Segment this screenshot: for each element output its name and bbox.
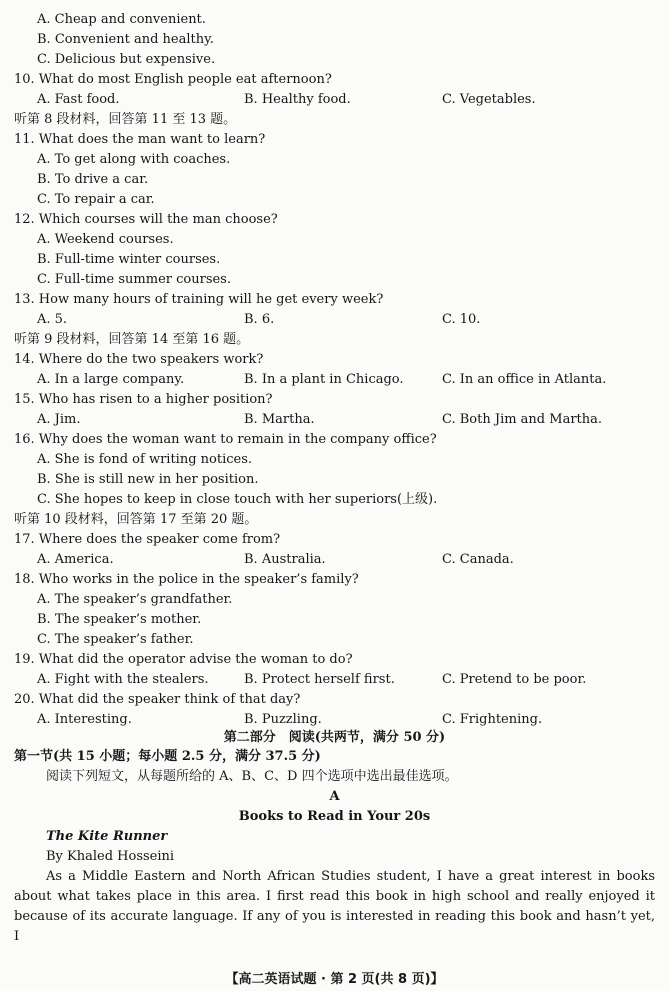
q10-option-b: B. Healthy food. [244, 92, 351, 107]
reading-instructions: 阅读下列短文，从每题所给的 A、B、C、D 四个选项中选出最佳选项。 [46, 769, 458, 784]
q16-option-b: B. She is still new in her position. [37, 472, 259, 487]
q11-option-b: B. To drive a car. [37, 172, 149, 187]
question-20: 20. What did the speaker think of that day? [14, 692, 301, 707]
q19-option-a: A. Fight with the stealers. [37, 672, 209, 687]
q13-option-c: C. 10. [442, 312, 481, 327]
q12-option-a: A. Weekend courses. [37, 232, 174, 247]
paragraph-line: As a Middle Eastern and North African Studies student, I have a great interest in books [46, 869, 655, 884]
q17-option-a: A. America. [37, 552, 114, 567]
q18-option-c: C. The speaker’s father. [37, 632, 194, 647]
book-author: By Khaled Hosseini [46, 849, 175, 864]
page-footer: 【高二英语试题 · 第 2 页(共 8 页)】 [225, 972, 444, 987]
passage-letter: A [329, 789, 340, 804]
q13-options [0, 310, 669, 330]
q18-option-a: A. The speaker’s grandfather. [37, 592, 233, 607]
question-17: 17. Where does the speaker come from? [14, 532, 281, 547]
passage-paragraph [14, 867, 655, 947]
q12-option-c: C. Full-time summer courses. [37, 272, 231, 287]
question-18: 18. Who works in the police in the speaker’s family? [14, 572, 359, 587]
q13-option-a: A. 5. [37, 312, 68, 327]
section-header-8: 听第 8 段材料，回答第 11 至 13 题。 [14, 112, 237, 127]
q15-option-b: B. Martha. [244, 412, 315, 427]
q10-options [0, 90, 669, 110]
section-header-9: 听第 9 段材料，回答第 14 至第 16 题。 [14, 332, 250, 347]
q19-option-c: C. Pretend to be poor. [442, 672, 587, 687]
q15-options [0, 410, 669, 430]
section-header-10: 听第 10 段材料，回答第 17 至第 20 题。 [14, 512, 258, 527]
q17-option-c: C. Canada. [442, 552, 514, 567]
q17-options [0, 550, 669, 570]
passage-title: Books to Read in Your 20s [238, 809, 431, 824]
paragraph-line: because of its accurate language. If any of you is interested in reading this book and hasn’t yet, I [14, 909, 655, 944]
q10-option-a: A. Fast food. [37, 92, 120, 107]
paragraph-line: about what takes place in this area. I first read this book in high school and really enjoyed it [14, 889, 655, 904]
q15-option-c: C. Both Jim and Martha. [442, 412, 603, 427]
q14-options [0, 370, 669, 390]
q9-option-c: C. Delicious but expensive. [37, 52, 216, 67]
question-14: 14. Where do the two speakers work? [14, 352, 264, 367]
section-one-heading: 第一节(共 15 小题；每小题 2.5 分，满分 37.5 分) [14, 749, 321, 764]
q16-option-a: A. She is fond of writing notices. [37, 452, 253, 467]
q20-options [0, 710, 669, 730]
question-19: 19. What did the operator advise the woman to do? [14, 652, 353, 667]
question-11: 11. What does the man want to learn? [14, 132, 266, 147]
q14-option-c: C. In an office in Atlanta. [442, 372, 607, 387]
q14-option-b: B. In a plant in Chicago. [244, 372, 404, 387]
q13-option-b: B. 6. [244, 312, 275, 327]
q11-option-c: C. To repair a car. [37, 192, 155, 207]
q11-option-a: A. To get along with coaches. [37, 152, 231, 167]
q20-option-c: C. Frightening. [442, 712, 543, 727]
q9-option-b: B. Convenient and healthy. [37, 32, 214, 47]
q14-option-a: A. In a large company. [37, 372, 185, 387]
question-15: 15. Who has risen to a higher position? [14, 392, 273, 407]
q16-option-c: C. She hopes to keep in close touch with her superiors(上级). [37, 492, 438, 507]
q20-option-a: A. Interesting. [37, 712, 132, 727]
q20-option-b: B. Puzzling. [244, 712, 322, 727]
q18-option-b: B. The speaker’s mother. [37, 612, 202, 627]
q10-option-c: C. Vegetables. [442, 92, 536, 107]
part-two-heading: 第二部分 阅读(共两节，满分 50 分) [223, 730, 446, 745]
question-13: 13. How many hours of training will he get every week? [14, 292, 384, 307]
question-10: 10. What do most English people eat afternoon? [14, 72, 332, 87]
q19-options [0, 670, 669, 690]
q19-option-b: B. Protect herself first. [244, 672, 395, 687]
q17-option-b: B. Australia. [244, 552, 326, 567]
q12-option-b: B. Full-time winter courses. [37, 252, 221, 267]
question-12: 12. Which courses will the man choose? [14, 212, 278, 227]
question-16: 16. Why does the woman want to remain in the company office? [14, 432, 437, 447]
q15-option-a: A. Jim. [37, 412, 81, 427]
book-title: The Kite Runner [46, 829, 168, 844]
q9-option-a: A. Cheap and convenient. [37, 12, 206, 27]
